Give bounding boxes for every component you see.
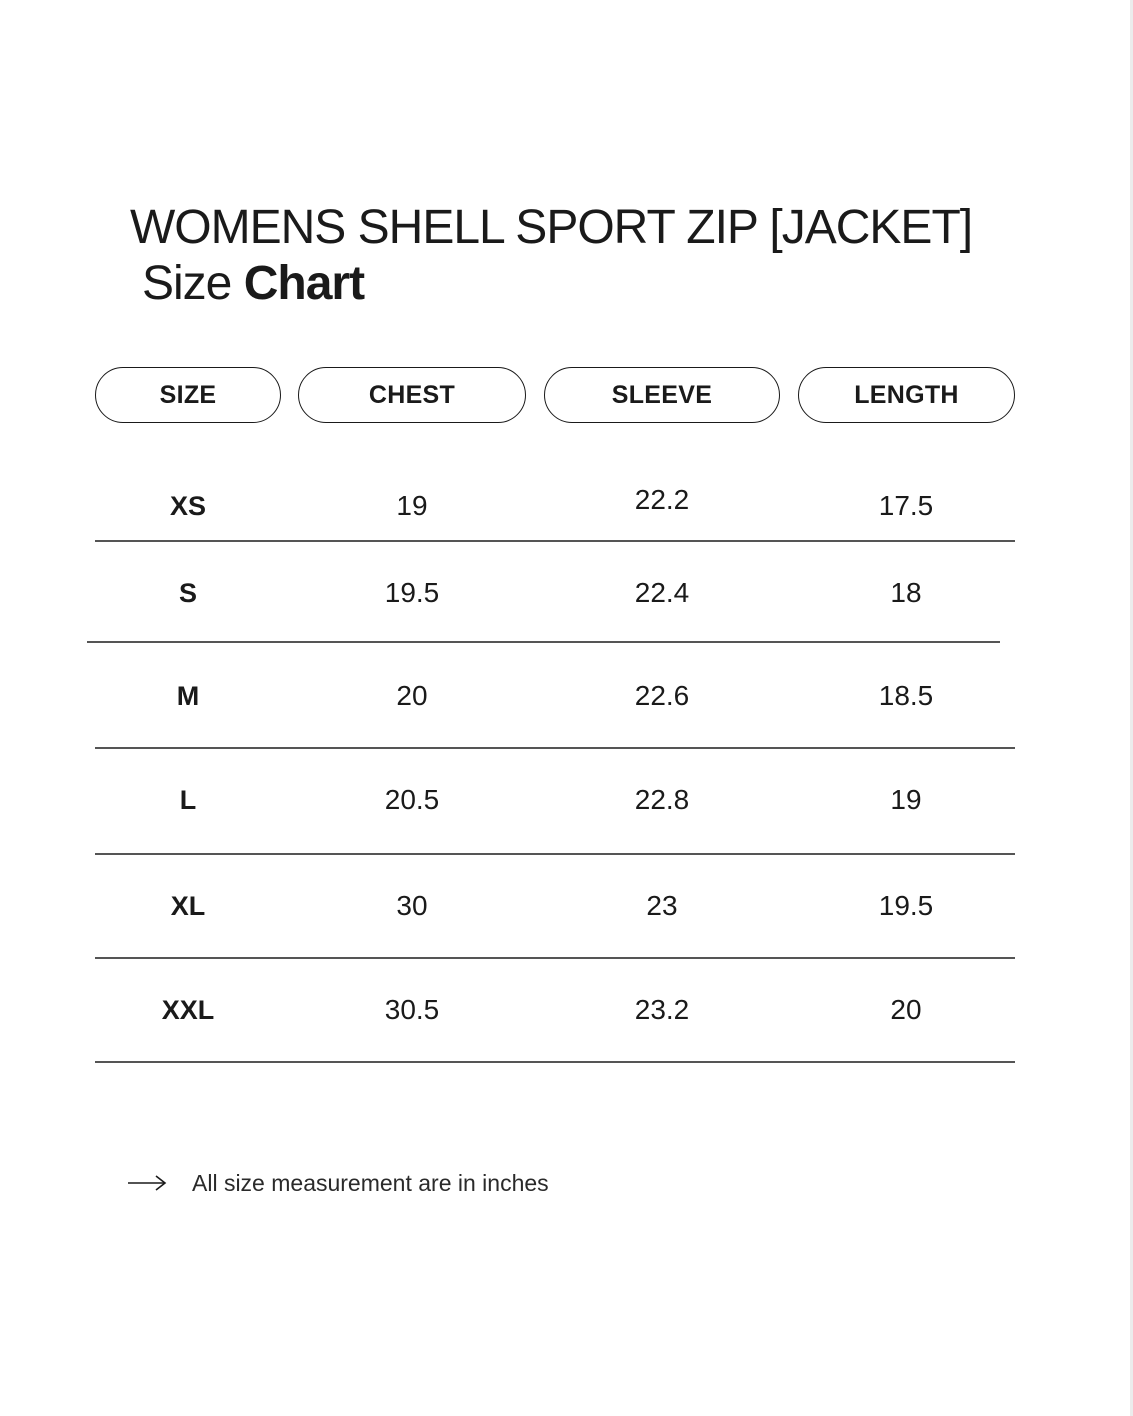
title-subtitle — [130, 256, 972, 312]
row-divider — [95, 540, 1015, 542]
page-title — [130, 200, 972, 312]
measurement-note — [127, 1168, 549, 1198]
header-length: LENGTH — [798, 367, 1015, 423]
size-cell: M — [176, 681, 200, 711]
size-cell: XS — [169, 491, 207, 521]
note-text: All size measurement are in inches — [192, 1169, 549, 1196]
title-size-word: Size — [142, 257, 232, 310]
chest-cell: 19.5 — [384, 577, 440, 608]
row-divider — [95, 957, 1015, 959]
row-divider — [95, 853, 1015, 855]
sleeve-cell: 22.8 — [634, 784, 690, 815]
length-cell: 17.5 — [878, 490, 934, 521]
sleeve-cell: 23 — [646, 890, 678, 921]
size-cell: S — [178, 578, 198, 608]
title-chart-word: Chart — [243, 257, 365, 310]
arrow-right-icon — [127, 1168, 167, 1198]
length-cell: 19.5 — [878, 890, 934, 921]
sleeve-cell: 23.2 — [634, 994, 690, 1025]
length-cell: 18 — [890, 577, 922, 608]
chest-cell: 20.5 — [384, 784, 440, 815]
row-divider — [87, 641, 1000, 643]
length-cell: 19 — [890, 784, 922, 815]
chest-cell: 30.5 — [384, 994, 440, 1025]
row-divider — [95, 747, 1015, 749]
chest-cell: 20 — [396, 680, 428, 711]
chest-cell: 19 — [396, 490, 428, 521]
chest-cell: 30 — [396, 890, 428, 921]
title-product-name: WOMENS SHELL SPORT ZIP [JACKET] — [130, 201, 973, 254]
sleeve-cell: 22.4 — [634, 577, 690, 608]
length-cell: 20 — [890, 994, 922, 1025]
header-sleeve: SLEEVE — [544, 367, 780, 423]
size-cell: XXL — [161, 995, 215, 1025]
length-cell: 18.5 — [878, 680, 934, 711]
header-chest: CHEST — [298, 367, 526, 423]
sleeve-cell: 22.2 — [634, 484, 690, 515]
sleeve-cell: 22.6 — [634, 680, 690, 711]
header-size: SIZE — [95, 367, 281, 423]
size-cell: L — [179, 785, 197, 815]
row-divider — [95, 1061, 1015, 1063]
size-cell: XL — [170, 891, 206, 921]
